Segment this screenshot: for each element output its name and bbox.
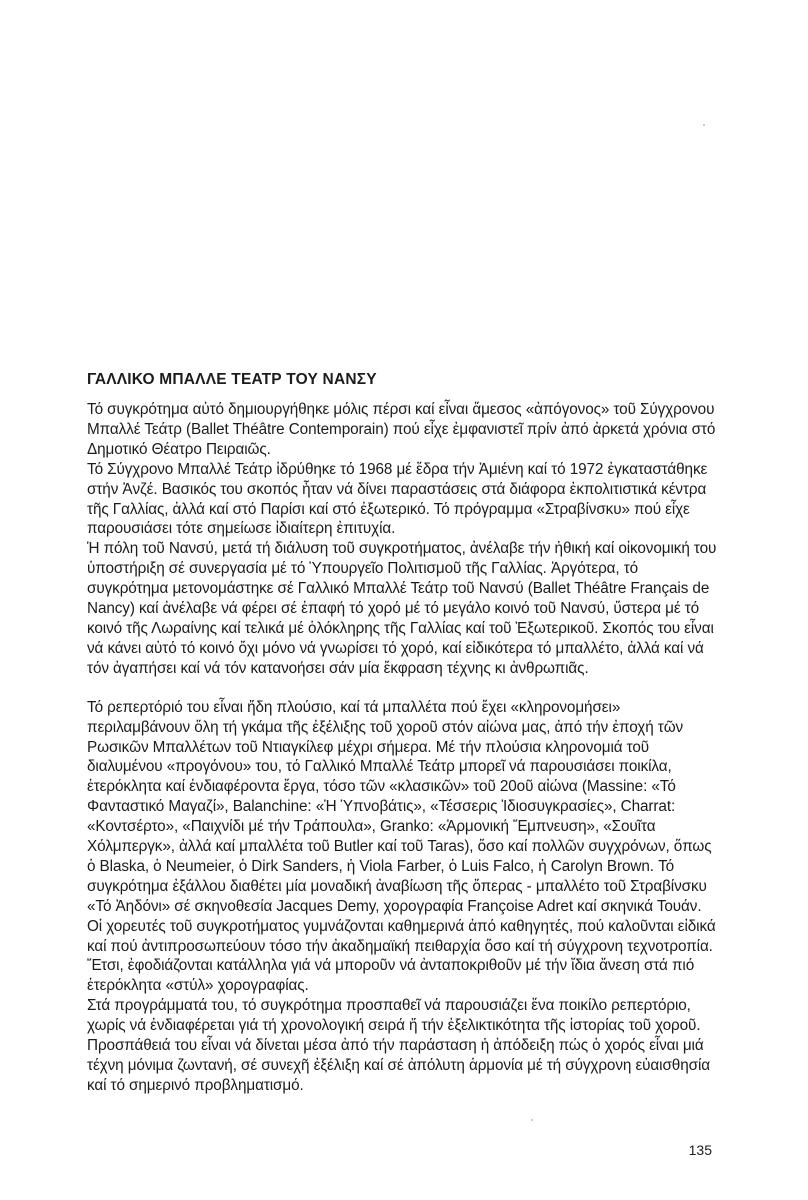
article-paragraph-6: Στά προγράμματά του, τό συγκρότημα προσπαθεῖ νά παρουσιάζει ἕνα ποικίλο ρεπερτόριο, χωρίς νά ἐνδιαφέρεται γιά τή χρονολογική σειρά ἤ τήν ἐξελικτικότητα τῆς ἱστορίας τοῦ χοροῦ. Προσπάθειά του εἶναι νά δίνεται μέσα ἀπό τήν παράσταση ἡ ἀπόδειξη πώς ὁ χορός εἶναι μιά τέχνη μόνιμα ζωντανή, σέ συνεχῆ ἐξέλιξη καί σέ ἀπόλυτη ἁρμονία μέ τή σύγχρονη εὐαισθησία καί τό σημερινό προβληματισμό. [87, 997, 711, 1094]
article-paragraph-4: Τό ρεπερτόριό του εἶναι ἤδη πλούσιο, καί τά μπαλλέτα πού ἔχει «κληρονομήσει» περιλαμβάνουν ὅλη τή γκάμα τῆς ἐξέλιξης τοῦ χοροῦ στόν αἰώνα μας, ἀπό τήν ἐποχή τῶν Ρωσικῶν Μπαλλέτων τοῦ Ντιαγκίλεφ μέχρι σήμερα. Μέ τήν πλούσια κληρονομιά τοῦ διαλυμένου «προγόνου» του, τό Γαλλικό Μπαλλέ Τεάτρ μπορεῖ νά παρουσιάσει ποικίλα, ἑτερόκλητα καί ἐνδιαφέροντα ἔργα, τόσο τῶν «κλασικῶν» τοῦ 20οῦ αἰώνα (Massine: «Τό Φανταστικό Μαγαζί», Balanchine: «Ἡ Ὑπνοβάτις», «Τέσσερις Ἰδιοσυγκρασίες», Charrat: «Κοντσέρτο», «Παιχνίδι μέ τήν Τράπουλα», Granko: «Ἁρμονική Ἔμπνευση», «Σουῖτα Χόλμπεργκ», ἀλλά καί μπαλλέτα τοῦ Butler καί τοῦ Taras), ὅσο καί πολλῶν συγχρόνων, ὅπως ὁ Blaska, ὁ Neumeier, ὁ Dirk Sanders, ἡ Viola Farber, ὁ Luis Falco, ἡ Carolyn Brown. Τό συγκρότημα ἐξάλλου διαθέτει μία μοναδική ἀναβίωση τῆς ὄπερας - μπαλλέτο τοῦ Στραβίνσκυ «Τό Ἀηδόνι» σέ σκηνοθεσία Jacques Demy, χορογραφία Françoise Adret καί σκηνικά Τουάν. [87, 698, 712, 915]
article-paragraph-2: Τό Σύγχρονο Μπαλλέ Τεάτρ ἱδρύθηκε τό 1968 μέ ἕδρα τήν Ἀμιένη καί τό 1972 ἐγκαταστάθηκε στήν Ἀνζέ. Βασικός του σκοπός ἦταν νά δίνει παραστάσεις στά διάφορα ἐκπολιτιστικά κέντρα τῆς Γαλλίας, ἀλλά καί στό Παρίσι καί στό ἐξωτερικό. Τό πρόγραμμα «Στραβίνσκυ» πού εἶχε παρουσιάσει τότε σημείωσε ἰδιαίτερη ἐπιτυχία. [87, 460, 708, 538]
article-paragraph-1: Τό συγκρότημα αὐτό δημιουργήθηκε μόλις πέρσι καί εἶναι ἄμεσος «ἀπόγονος» τοῦ Σύγχρονου Μπαλλέ Τεάτρ (Ballet Théâtre Contemporain) πού εἶχε ἐμφανιστεῖ πρίν ἀπό ἀρκετά χρόνια στό Δημοτικό Θέατρο Πειραιῶς. [87, 401, 716, 458]
article-title: ΓΑΛΛΙΚΟ ΜΠΑΛΛΕ ΤΕΑΤΡ ΤΟΥ ΝΑΝΣΥ [87, 371, 377, 388]
article-paragraph-5: Οἱ χορευτές τοῦ συγκροτήματος γυμνάζονται καθημερινά ἀπό καθηγητές, πού καλοῦνται εἰδικά καί πού ἀντιπροσωπεύουν τόσο τήν ἀκαδημαϊκή πειθαρχία ὅσο καί τή σύγχρονη τεχνοτροπία. Ἔτσι, ἐφοδιάζονται κατάλληλα γιά νά μποροῦν νά ἀνταποκριθοῦν μέ τήν ἴδια ἄνεση στά πιό ἑτερόκλητα «στύλ» χορογραφίας. [87, 917, 716, 995]
paper-speck [703, 124, 705, 126]
article-paragraph-3: Ἡ πόλη τοῦ Νανσύ, μετά τή διάλυση τοῦ συγκροτήματος, ἀνέλαβε τήν ἠθική καί οἰκονομική του ὑποστήριξη σέ συνεργασία μέ τό Ὑπουργεῖο Πολιτισμοῦ τῆς Γαλλίας. Ἀργότερα, τό συγκρότημα μετονομάστηκε σέ Γαλλικό Μπαλλέ Τεάτρ τοῦ Νανσύ (Ballet Théâtre Français de Nancy) καί ἀνέλαβε νά φέρει σέ ἐπαφή τό χορό μέ τό μεγάλο κοινό τοῦ Νανσύ, ὕστερα μέ τό κοινό τῆς Λωραίνης καί τελικά μέ ὁλόκληρης τῆς Γαλλίας καί τοῦ Ἐξωτερικοῦ. Σκοπός του εἶναι νά κάνει αὐτό τό κοινό ὄχι μόνο νά γνωρίσει τό χορό, καί εἰδικότερα τό μπαλλέτο, ἀλλά καί νά τόν ἀγαπήσει καί νά τόν κατανοήσει σάν μία ἔκφραση τέχνης κι ἀνθρωπιᾶς. [87, 540, 717, 677]
paper-speck [531, 1119, 533, 1121]
article [87, 370, 719, 1096]
page-number: 135 [688, 1142, 712, 1158]
